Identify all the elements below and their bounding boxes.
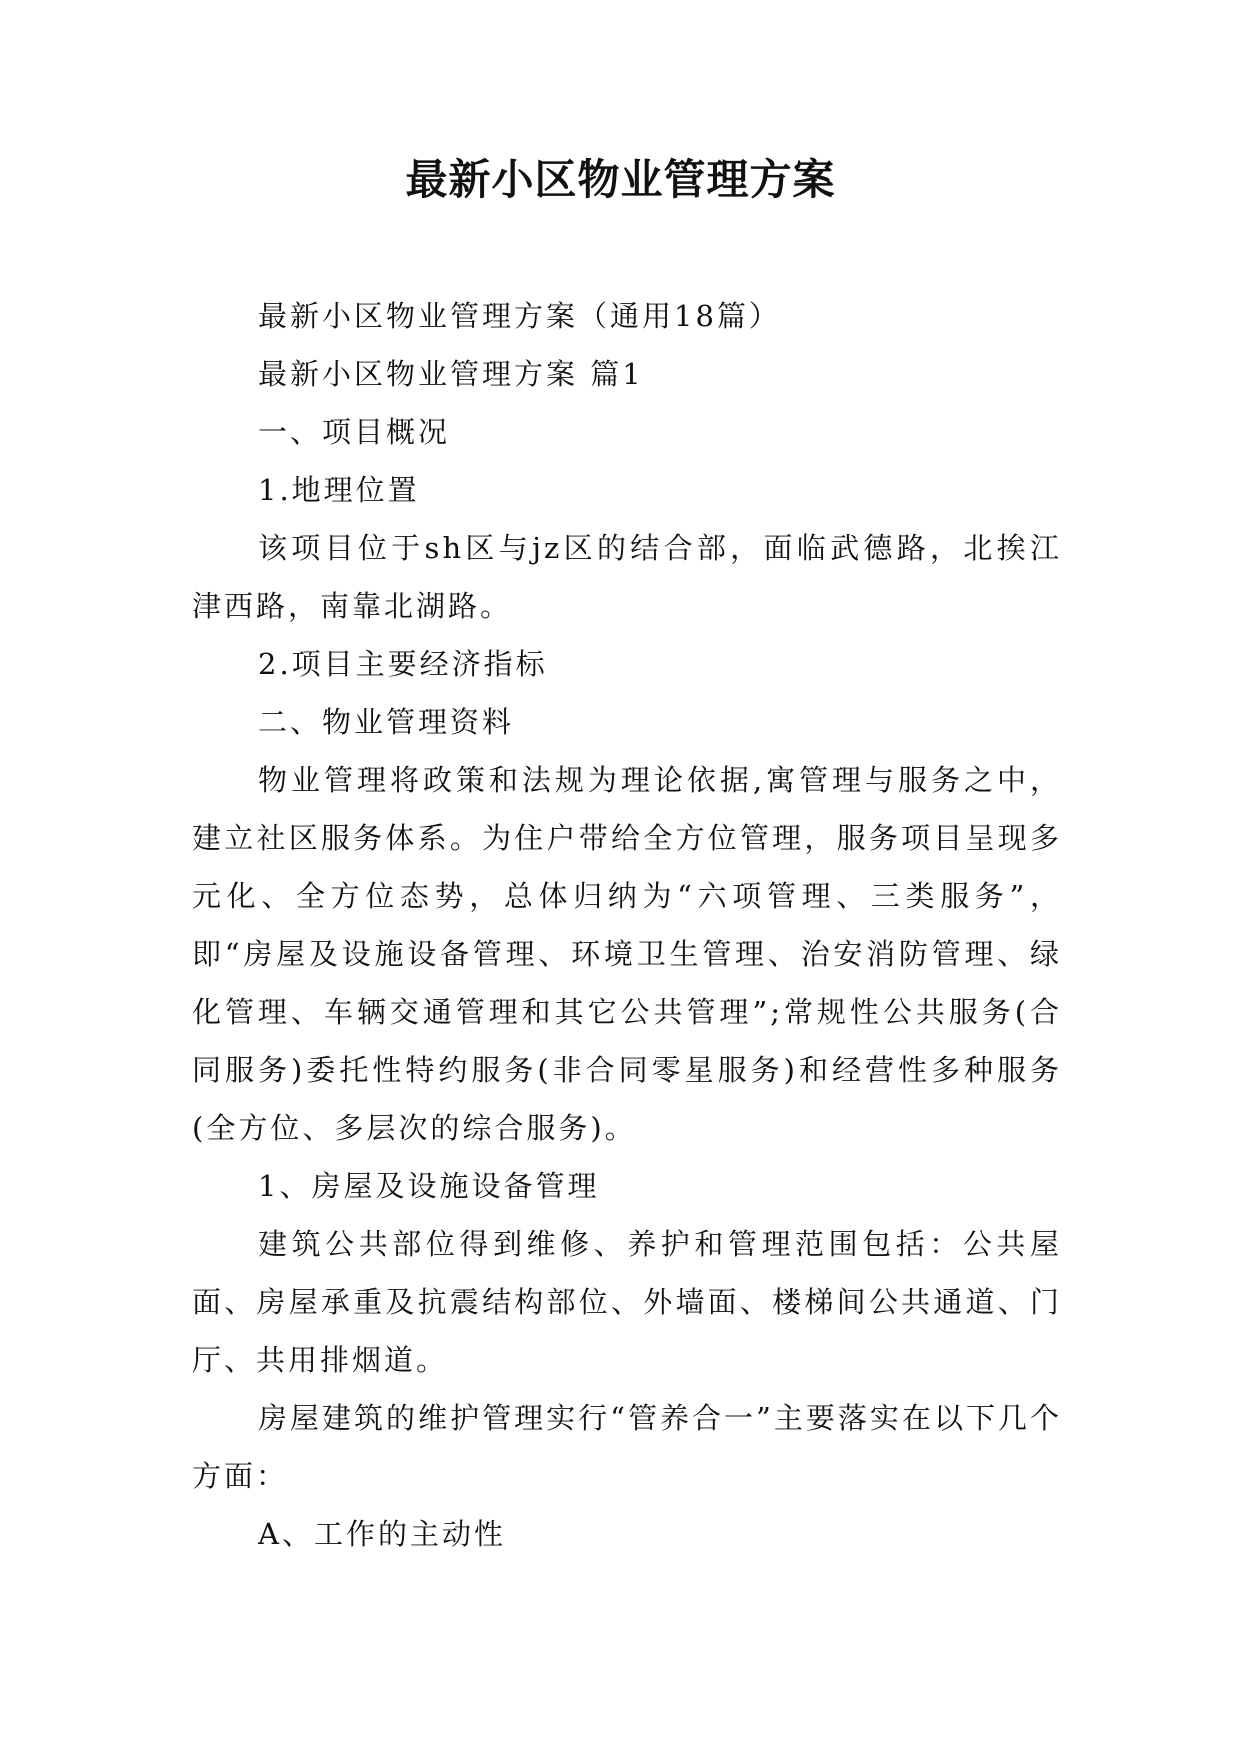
- document-body: [192, 287, 1062, 1563]
- paragraph-subtitle: 最新小区物业管理方案（通用18篇）: [258, 299, 781, 333]
- heading-location: 1.地理位置: [258, 473, 420, 507]
- heading-initiative: A、工作的主动性: [258, 1517, 506, 1551]
- document-title: 最新小区物业管理方案: [405, 155, 836, 204]
- paragraph-section-label: 最新小区物业管理方案 篇1: [258, 357, 644, 391]
- paragraph-maintenance-scope: 建筑公共部位得到维修、养护和管理范围包括：公共屋面、房屋承重及抗震结构部位、外墙面、楼梯间公共通道、门厅、共用排烟道。: [192, 1227, 1062, 1377]
- paragraph-location: 该项目位于sh区与jz区的结合部，面临武德路，北挨江津西路，南靠北湖路。: [192, 531, 1062, 623]
- heading-economic-indicators: 2.项目主要经济指标: [258, 647, 548, 681]
- paragraph-management-overview: 物业管理将政策和法规为理论依据,寓管理与服务之中，建立社区服务体系。为住户带给全方位管理，服务项目呈现多元化、全方位态势，总体归纳为“六项管理、三类服务”，即“房屋及设施设备管理、环境卫生管理、治安消防管理、绿化管理、车辆交通管理和其它公共管理”;常规性公共服务(合同服务)委托性特约服务(非合同零星服务)和经营性多种服务(全方位、多层次的综合服务)。: [192, 763, 1062, 1145]
- heading-building-facilities: 1、房屋及设施设备管理: [258, 1169, 600, 1203]
- heading-project-overview: 一、项目概况: [258, 415, 451, 449]
- paragraph-maintenance-approach: 房屋建筑的维护管理实行“管养合一”主要落实在以下几个方面：: [192, 1401, 1062, 1493]
- heading-management-materials: 二、物业管理资料: [258, 705, 515, 739]
